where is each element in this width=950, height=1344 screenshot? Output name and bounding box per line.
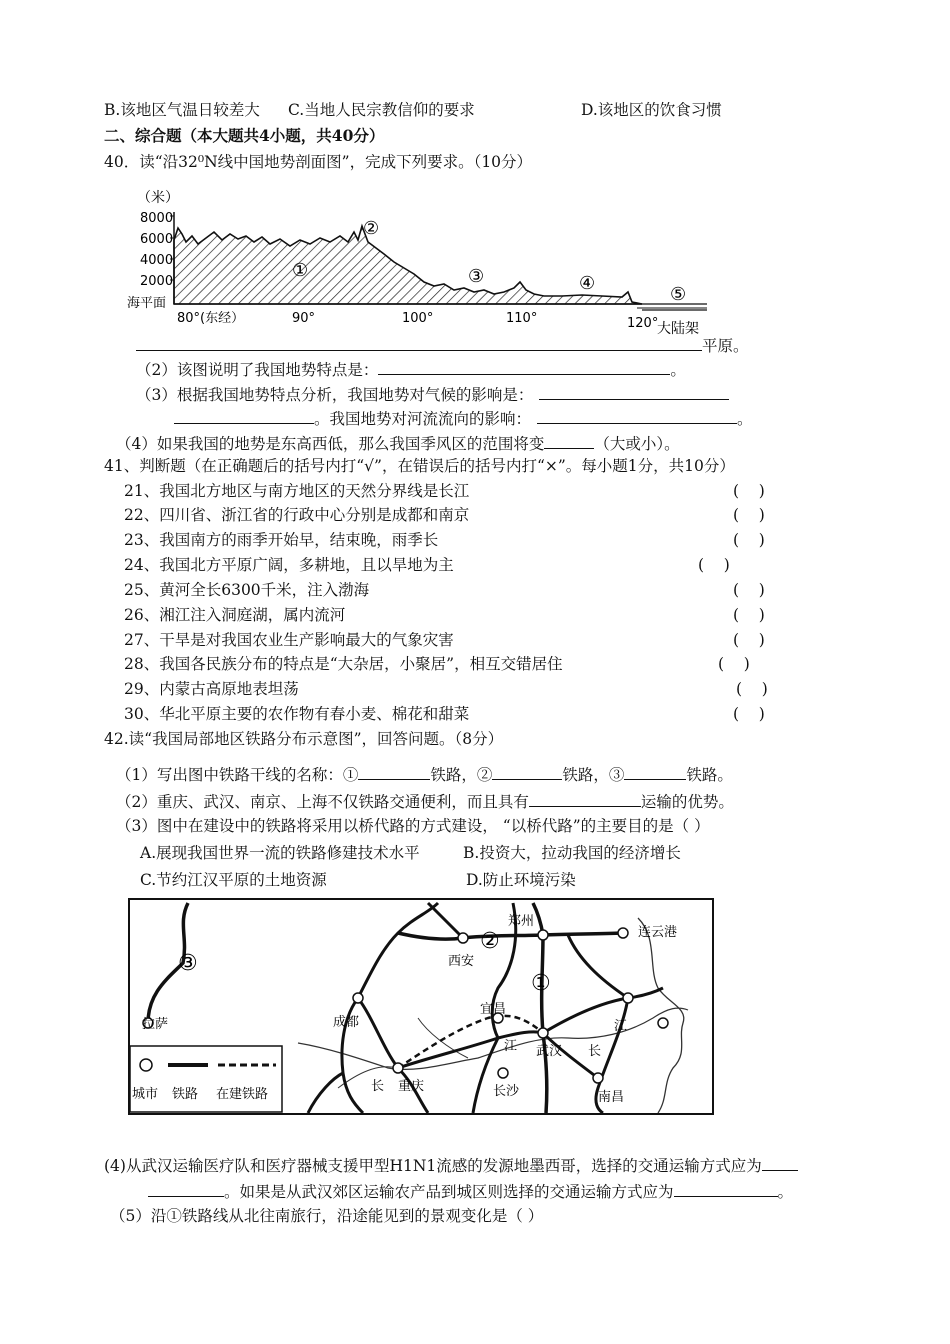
river-label-jiang-east: 江 <box>614 1019 628 1034</box>
q42-q1 <box>116 763 733 785</box>
sea-level-label: 海平面 <box>127 296 167 311</box>
q42-option-b: B.投资大，拉动我国的经济增长 <box>463 844 681 862</box>
terrain-profile-figure <box>122 182 722 342</box>
q41-item-27: 27、干旱是对我国农业生产影响最大的气象灾害 <box>124 631 454 649</box>
river-label-chang-west: 长 <box>371 1079 385 1094</box>
river-label-jiang-west: 江 <box>504 1039 518 1054</box>
q42-q4-blank1a[interactable] <box>762 1154 798 1171</box>
city-changsha: 长沙 <box>493 1084 520 1099</box>
x-tick-80: 80°(东经） <box>177 311 245 326</box>
q41-answer-27[interactable]: ( ) <box>733 631 765 649</box>
map-marker-2: ② <box>480 929 500 954</box>
y-unit: （米） <box>137 190 179 206</box>
q42-option-d: D.防止环境污染 <box>466 871 576 889</box>
section-title: 二、综合题（本大题共4小题，共40分） <box>104 126 385 145</box>
option-d: D.该地区的饮食习惯 <box>581 101 722 119</box>
q42-q1-blank3[interactable] <box>624 763 686 780</box>
option-c: C.当地人民宗教信仰的要求 <box>288 101 475 119</box>
q41-item-26: 26、湘江注入洞庭湖，属内流河 <box>124 606 346 624</box>
q42-q2-blank[interactable] <box>529 790 641 807</box>
railway-map <box>128 898 714 1116</box>
city-chengdu: 成都 <box>333 1015 360 1030</box>
q42-q5: （5）沿①铁路线从北往南旅行，沿途能见到的景观变化是（ ） <box>110 1207 544 1225</box>
marker-4: ④ <box>579 273 596 294</box>
city-nanchang: 南昌 <box>598 1090 625 1105</box>
q41-item-23: 23、我国南方的雨季开始早，结束晚，雨季长 <box>124 531 439 549</box>
y-tick-4000: 4000 <box>140 253 174 268</box>
q40-q4-text: （4）如果我国的地势是东高西低，那么我国季风区的范围将变 <box>116 435 545 453</box>
q40-q1-blanks[interactable] <box>136 334 702 351</box>
q42-q1-mid1: 铁路，② <box>430 766 493 784</box>
legend-under-construction: 在建铁路 <box>216 1087 269 1102</box>
q41-answer-30[interactable]: ( ) <box>733 705 765 723</box>
map-legend <box>130 1046 282 1112</box>
shelf-label: 大陆架 <box>657 321 699 337</box>
q41-answer-25[interactable]: ( ) <box>733 581 765 599</box>
q40-stem: 40．读“沿32⁰N线中国地势剖面图”，完成下列要求。（10分） <box>104 153 533 171</box>
q42-stem: 42.读“我国局部地区铁路分布示意图”，回答问题。（8分） <box>104 730 504 748</box>
marker-1: ① <box>292 260 309 281</box>
city-chongqing: 重庆 <box>398 1079 425 1094</box>
q40-q3a-blank[interactable] <box>539 383 729 400</box>
x-tick-90: 90° <box>292 311 316 326</box>
q40-q4 <box>116 432 680 454</box>
q41-item-30: 30、华北平原主要的农作物有春小麦、棉花和甜菜 <box>124 705 470 723</box>
q41-item-21: 21、我国北方地区与南方地区的天然分界线是长江 <box>124 482 470 500</box>
q40-q3a <box>136 383 729 405</box>
city-lhasa: 拉萨 <box>142 1017 169 1032</box>
q41-item-22: 22、四川省、浙江省的行政中心分别是成都和南京 <box>124 506 470 524</box>
q40-q4-tail: （大或小）。 <box>594 435 680 453</box>
q40-q3b-text: 。我国地势对河流流向的影响： <box>314 410 532 428</box>
marker-3: ③ <box>468 266 485 287</box>
marker-5: ⑤ <box>670 284 687 305</box>
q40-q4-blank[interactable] <box>544 432 594 449</box>
q40-q3b-blank2[interactable] <box>537 407 737 424</box>
river-label-chang-east: 长 <box>588 1044 602 1059</box>
q41-item-28: 28、我国各民族分布的特点是“大杂居，小聚居”，相互交错居住 <box>124 655 563 673</box>
q41-answer-29[interactable]: ( ) <box>736 680 768 698</box>
y-tick-2000: 2000 <box>140 274 174 289</box>
q42-q1-mid2: 铁路，③ <box>562 766 625 784</box>
q40-q3b-blank1[interactable] <box>174 407 314 424</box>
q42-q1-end: 铁路。 <box>686 766 733 784</box>
q42-option-c: C.节约江汉平原的土地资源 <box>140 871 327 889</box>
option-b: B.该地区气温日较差大 <box>104 101 260 119</box>
q42-q4-text2: 。如果是从武汉郊区运输农产品到城区则选择的交通运输方式应为 <box>224 1183 674 1201</box>
map-marker-1: ① <box>531 971 551 996</box>
q42-q1-text: （1）写出图中铁路干线的名称：① <box>116 766 359 784</box>
q42-q4-blank2[interactable] <box>674 1180 778 1197</box>
marker-2: ② <box>363 218 380 239</box>
q42-q4-end: 。 <box>777 1183 794 1201</box>
q42-q1-blank1[interactable] <box>358 763 430 780</box>
q42-q3: （3）图中在建设中的铁路将采用以桥代路的方式建设， “以桥代路”的主要目的是（ ） <box>116 817 710 835</box>
q41-answer-28[interactable]: ( ) <box>718 655 750 673</box>
q41-item-25: 25、黄河全长6300千米，注入渤海 <box>124 581 370 599</box>
q40-q3b-end: 。 <box>737 410 753 428</box>
q40-q3b <box>174 407 753 429</box>
q42-q4-blank1b[interactable] <box>148 1180 224 1197</box>
q41-stem: 41、判断题（在正确题后的括号内打“√”，在错误后的括号内打“×”。每小题1分，共10分） <box>104 457 735 475</box>
q42-q4-line1 <box>104 1154 798 1176</box>
q42-q4-text: (4)从武汉运输医疗队和医疗器械支援甲型H1N1流感的发源地墨西哥，选择的交通运输方式应为 <box>104 1157 762 1175</box>
q40-q2-end: 。 <box>670 361 686 379</box>
legend-railway: 铁路 <box>172 1087 199 1102</box>
city-yichang: 宜昌 <box>480 1002 507 1017</box>
x-tick-120: 120° <box>627 316 659 331</box>
q41-answer-21[interactable]: ( ) <box>733 482 765 500</box>
q42-option-a: A.展现我国世界一流的铁路修建技术水平 <box>140 844 420 862</box>
city-xian: 西安 <box>448 954 475 969</box>
y-tick-8000: 8000 <box>140 211 174 226</box>
q41-answer-22[interactable]: ( ) <box>733 506 765 524</box>
x-tick-100: 100° <box>402 311 434 326</box>
q40-q2-text: （2）该图说明了我国地势特点是： <box>136 361 379 379</box>
map-marker-3: ③ <box>178 951 198 976</box>
q40-q2 <box>136 358 686 380</box>
q40-q2-blank[interactable] <box>378 358 670 375</box>
q41-answer-26[interactable]: ( ) <box>733 606 765 624</box>
q41-answer-24[interactable]: ( ) <box>698 556 730 574</box>
q41-answer-23[interactable]: ( ) <box>733 531 765 549</box>
city-zhengzhou: 郑州 <box>508 914 535 929</box>
q41-item-24: 24、我国北方平原广阔，多耕地，且以旱地为主 <box>124 556 454 574</box>
q41-item-29: 29、内蒙古高原地表坦荡 <box>124 680 299 698</box>
legend-city: 城市 <box>132 1087 159 1102</box>
q42-q2-text: （2）重庆、武汉、南京、上海不仅铁路交通便利，而且具有 <box>116 793 529 811</box>
city-lianyungang: 连云港 <box>638 925 678 940</box>
q40-q3a-text: （3）根据我国地势特点分析，我国地势对气候的影响是： <box>136 386 534 404</box>
q42-q2 <box>116 790 734 812</box>
q40-q1-tail: 平原。 <box>702 337 749 355</box>
y-tick-6000: 6000 <box>140 232 174 247</box>
q42-q2-tail: 运输的优势。 <box>640 793 734 811</box>
q42-q1-blank2[interactable] <box>492 763 562 780</box>
city-wuhan: 武汉 <box>536 1044 563 1059</box>
q40-q1 <box>136 334 749 356</box>
x-tick-110: 110° <box>506 311 538 326</box>
terrain-area <box>174 226 642 304</box>
q42-q4-line2 <box>148 1180 793 1202</box>
